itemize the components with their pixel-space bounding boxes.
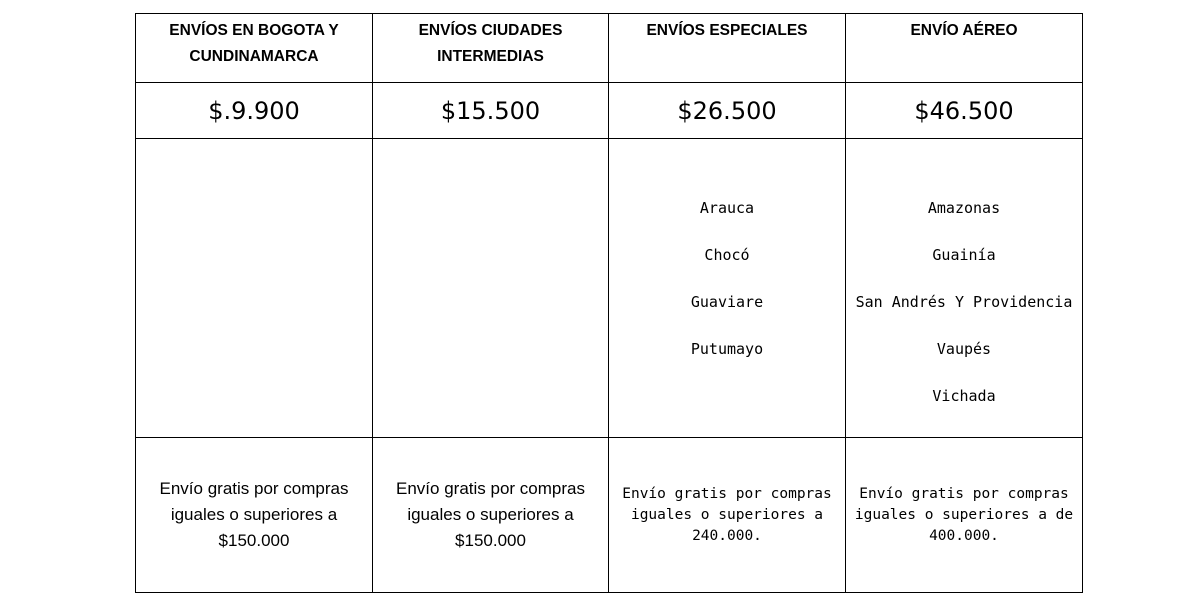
- department-list: [609, 139, 845, 373]
- departments-row: [136, 139, 1083, 438]
- price-value: $46.500: [914, 96, 1014, 125]
- price-cell: [609, 83, 846, 139]
- departments-cell: [373, 139, 609, 438]
- column-title: ENVÍOS CIUDADES INTERMEDIAS: [418, 22, 563, 65]
- price-value: $.9.900: [208, 96, 300, 125]
- free-shipping-note: Envío gratis por compras iguales o superiores a 240.000.: [622, 485, 832, 544]
- header-row: [136, 14, 1083, 83]
- department-item: Amazonas: [927, 199, 1001, 217]
- column-title: ENVÍOS EN BOGOTA Y CUNDINAMARCA: [169, 22, 339, 65]
- department-item: San Andrés Y Providencia: [855, 293, 1073, 311]
- departments-cell: [846, 139, 1083, 438]
- departments-cell: [136, 139, 373, 438]
- note-cell: [136, 438, 373, 593]
- department-item: Putumayo: [690, 340, 764, 358]
- free-shipping-row: [136, 438, 1083, 593]
- price-cell: [373, 83, 609, 139]
- price-cell: [136, 83, 373, 139]
- department-list: [846, 139, 1082, 420]
- free-shipping-note: Envío gratis por compras iguales o superiores a de 400.000.: [854, 485, 1074, 544]
- shipping-rates-table: [135, 13, 1083, 593]
- department-item: Arauca: [699, 199, 755, 217]
- header-cell-bogota: [136, 14, 373, 83]
- department-item: Guainía: [932, 246, 996, 264]
- department-item: Guaviare: [690, 293, 764, 311]
- price-cell: [846, 83, 1083, 139]
- free-shipping-note: Envío gratis por compras iguales o superiores a $150.000: [159, 479, 349, 550]
- header-cell-aereo: [846, 14, 1083, 83]
- price-row: [136, 83, 1083, 139]
- column-title: ENVÍO AÉREO: [910, 22, 1018, 39]
- price-value: $15.500: [440, 96, 541, 125]
- free-shipping-note: Envío gratis por compras iguales o superiores a $150.000: [396, 479, 585, 550]
- note-cell: [846, 438, 1083, 593]
- department-item: Chocó: [704, 246, 750, 264]
- note-cell: [609, 438, 846, 593]
- header-cell-especiales: [609, 14, 846, 83]
- price-value: $26.500: [677, 96, 777, 125]
- note-cell: [373, 438, 609, 593]
- department-item: Vichada: [932, 387, 996, 405]
- department-item: Vaupés: [936, 340, 992, 358]
- header-cell-intermedias: [373, 14, 609, 83]
- column-title: ENVÍOS ESPECIALES: [646, 22, 808, 39]
- departments-cell: [609, 139, 846, 438]
